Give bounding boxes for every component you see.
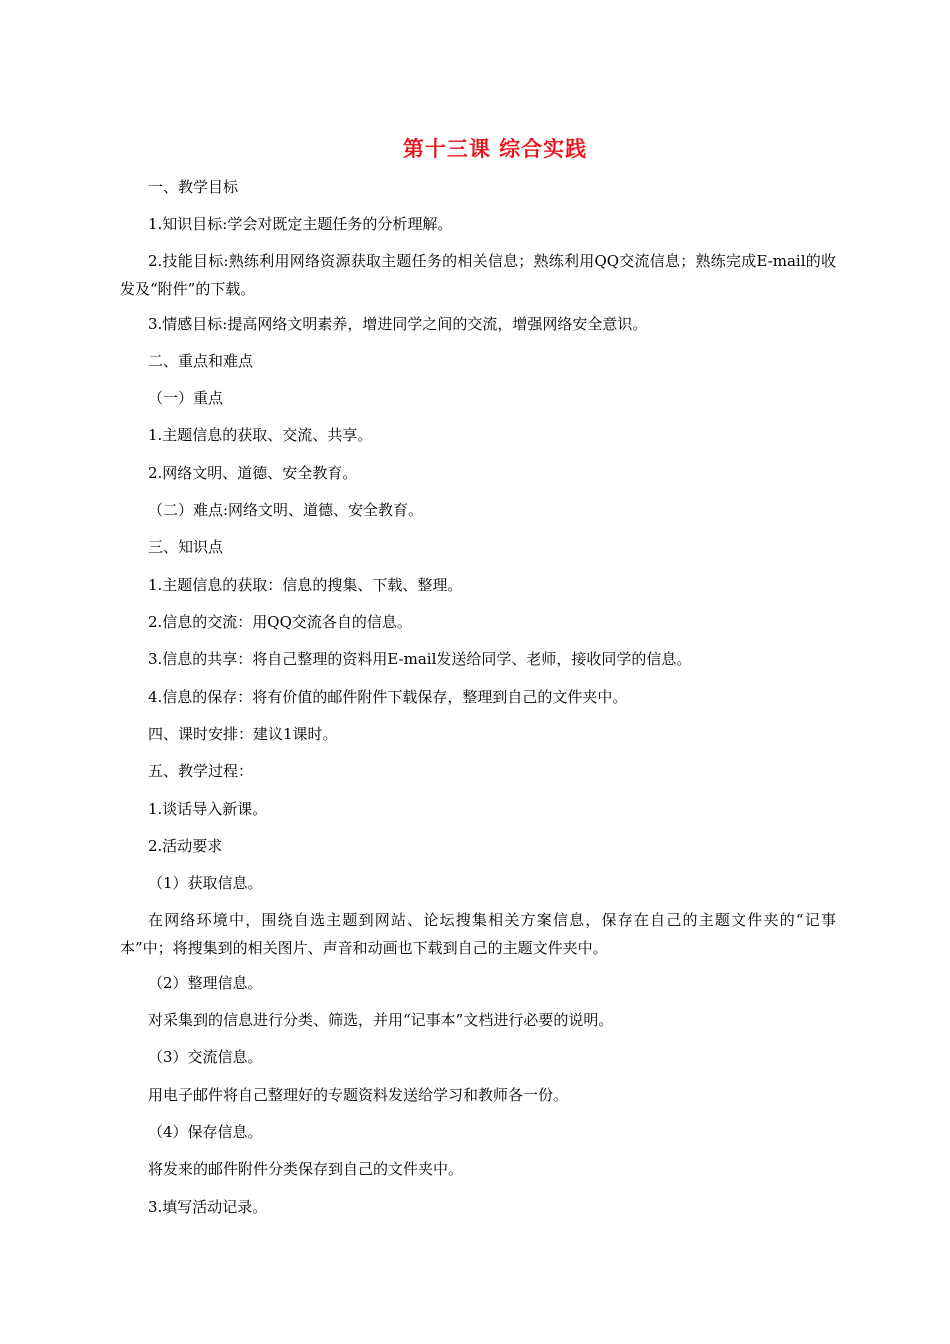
subheading: （二）难点:网络文明、道德、安全教育。	[148, 501, 424, 519]
paragraph: 对采集到的信息进行分类、筛选，并用“记事本”文档进行必要的说明。	[148, 1011, 614, 1029]
heading-knowledge-points: 三、知识点	[148, 538, 224, 556]
heading-teaching-process: 五、教学过程：	[148, 762, 254, 780]
paragraph: 1.知识目标:学会对既定主题任务的分析理解。	[148, 215, 453, 233]
paragraph: 将发来的邮件附件分类保存到自己的文件夹中。	[148, 1160, 464, 1178]
subheading: （4）保存信息。	[148, 1123, 263, 1141]
paragraph: 2.技能目标:熟练利用网络资源获取主题任务的相关信息；熟练利用QQ交流信息；熟练完成E-mail的收发及“附件”的下载。	[120, 252, 836, 298]
subheading: （一）重点	[148, 389, 224, 407]
paragraph: 4.信息的保存：将有价值的邮件附件下载保存，整理到自己的文件夹中。	[148, 688, 628, 706]
subheading: （1）获取信息。	[148, 874, 263, 892]
paragraph: 在网络环境中，围绕自选主题到网站、论坛搜集相关方案信息，保存在自己的主题文件夹的“记事本”中；将搜集到的相关图片、声音和动画也下载到自己的主题文件夹中。	[120, 911, 836, 957]
document-title: 第十三课 综合实践	[402, 137, 588, 161]
paragraph: 2.网络文明、道德、安全教育。	[148, 464, 358, 482]
paragraph: 3.情感目标:提高网络文明素养，增进同学之间的交流，增强网络安全意识。	[148, 315, 648, 333]
paragraph: 1.谈话导入新课。	[148, 800, 268, 818]
heading-key-points: 二、重点和难点	[148, 352, 254, 370]
paragraph: 1.主题信息的获取、交流、共享。	[148, 426, 373, 444]
paragraph: 1.主题信息的获取：信息的搜集、下载、整理。	[148, 576, 463, 594]
heading-teaching-goals: 一、教学目标	[148, 178, 239, 196]
subheading: （3）交流信息。	[148, 1048, 263, 1066]
paragraph: 用电子邮件将自己整理好的专题资料发送给学习和教师各一份。	[148, 1086, 569, 1104]
heading-schedule: 四、课时安排：建议1课时。	[148, 725, 338, 743]
subheading: （2）整理信息。	[148, 974, 263, 992]
paragraph: 3.填写活动记录。	[148, 1198, 268, 1216]
paragraph: 3.信息的共享：将自己整理的资料用E-mail发送给同学、老师，接收同学的信息。	[148, 650, 692, 668]
paragraph: 2.信息的交流：用QQ交流各自的信息。	[148, 613, 412, 631]
paragraph: 2.活动要求	[148, 837, 223, 855]
